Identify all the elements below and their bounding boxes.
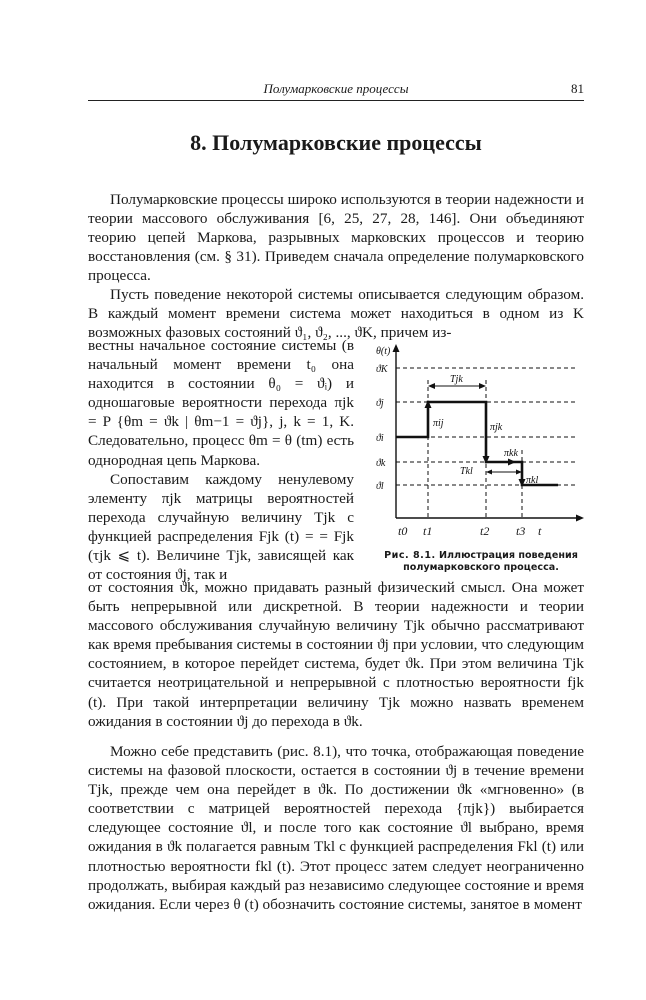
annotation-Tjk: Tjk [450, 374, 463, 385]
text-column-lower [88, 470, 354, 585]
y-tick-j: ϑj [376, 398, 384, 409]
y-tick-K: ϑK [376, 364, 388, 375]
annotation-Tkl: Tkl [460, 466, 473, 477]
paragraph-intro: Полумарковские процессы широко используются в теории надежности и теории массового обслуживания [6, 25, 27, 28, 146]. Они объединяют теорию цепей Маркова, разрывных марковских процессов и теорию восстановления (см. § 31). Приведем сначала определение полумарковского процесса. [88, 191, 584, 285]
running-title: Полумарковские процессы [263, 81, 409, 96]
paragraph-random-variable: Сопоставим каждому ненулевому элементу πjk матрицы вероятностей перехода случайную величину Tjk с функцией распределения Fjk (t) = = Fjk (τjk ⩽ t). Величине Tjk, зависящей как от состояния ϑj, так и [88, 471, 354, 584]
paragraph-physical-meaning: от состояния ϑk, можно придавать разный физический смысл. Она может быть непрерывной или дискретной. В теории надежности и теории массового обслуживания случайную величину Tjk обычно рассматривают как время пребывания системы в состоянии ϑj при условии, что следующим состоянием, в которое перейдет система, будет ϑk. При этом величина Tjk считается неотрицательной и непрерывной с плотностью вероятности fjk (t). При такой интерпретации величину Tjk можно назвать временем ожидания в состоянии ϑj до перехода в ϑk. [88, 579, 584, 730]
transition-kk-arrow-icon [508, 459, 516, 466]
y-tick-k: ϑk [376, 458, 386, 469]
x-tick-t2: t2 [480, 524, 490, 538]
page-number: 81 [571, 81, 584, 96]
running-header [88, 78, 584, 101]
annotation-pi-jk: πjk [490, 422, 503, 433]
span-left-arrow-icon [428, 383, 435, 389]
x-axis-label: t [538, 524, 542, 538]
annotation-pi-kk: πkk [504, 448, 518, 459]
y-axis-label: θ(t) [376, 346, 391, 357]
y-axis-arrow-icon [393, 344, 400, 352]
figure-8-1 [376, 340, 586, 574]
figure-caption-text: Иллюстрация поведения полумарковского процесса. [403, 550, 578, 573]
paragraph-phase-plane: Можно себе представить (рис. 8.1), что точка, отображающая поведение системы на фазовой плоскости, остается в состоянии ϑj в течение времени Tjk, прежде чем она перейдет в ϑk. По достижении ϑk «мгновенно» (в соответствии с матрицей вероятностей перехода {πjk}) выбирается следующее состояние ϑl, и после того как состояние ϑl выбрано, время ожидания в ϑk полагается равным Tkl с функцией распределения Fkl (t) или плотностью вероятности fkl (t). Этот процесс затем следует неограниченно продолжать, выбирая каждый раз независимо следующее состояние и время ожидания. Если через θ (t) обозначить состояние системы, занятое в момент [88, 743, 584, 913]
figure-caption [376, 550, 586, 574]
annotation-pi-kl: πkl [526, 475, 539, 486]
x-axis-arrow-icon [576, 515, 584, 522]
y-tick-i: ϑi [376, 433, 384, 444]
process-trajectory [396, 402, 558, 485]
x-tick-t0: t0 [398, 524, 408, 538]
annotation-pi-ij: πij [433, 418, 444, 429]
y-tick-l: ϑl [376, 481, 384, 492]
figure-caption-label: Рис. 8.1. [384, 550, 436, 561]
x-tick-t3: t3 [516, 524, 526, 538]
step-process-diagram [376, 340, 586, 528]
paragraph-system: Пусть поведение некоторой системы описывается следующим образом. В каждый момент времени система может находиться в одном из K возможных фазовых состояний ϑ₁, ϑ₂, ..., ϑK, причем из- [88, 286, 584, 342]
span-kl-left-arrow-icon [486, 470, 492, 475]
chapter-title: 8. Полумарковские процессы [190, 130, 482, 155]
x-tick-t1: t1 [423, 524, 433, 538]
span-right-arrow-icon [479, 383, 486, 389]
x-tick-labels [376, 524, 586, 544]
paragraph-system-continued: вестны начальное состояние системы (в начальный момент времени t₀ она находится в состоянии θ₀ = ϑᵢ) и одношаговые вероятности перехода πjk = P {θm = ϑk | θm−1 = ϑj}, j, k = 1, K. Следовательно, процесс θm = θ (tm) есть однородная цепь Маркова. [88, 337, 354, 469]
text-column-upper [88, 336, 354, 470]
